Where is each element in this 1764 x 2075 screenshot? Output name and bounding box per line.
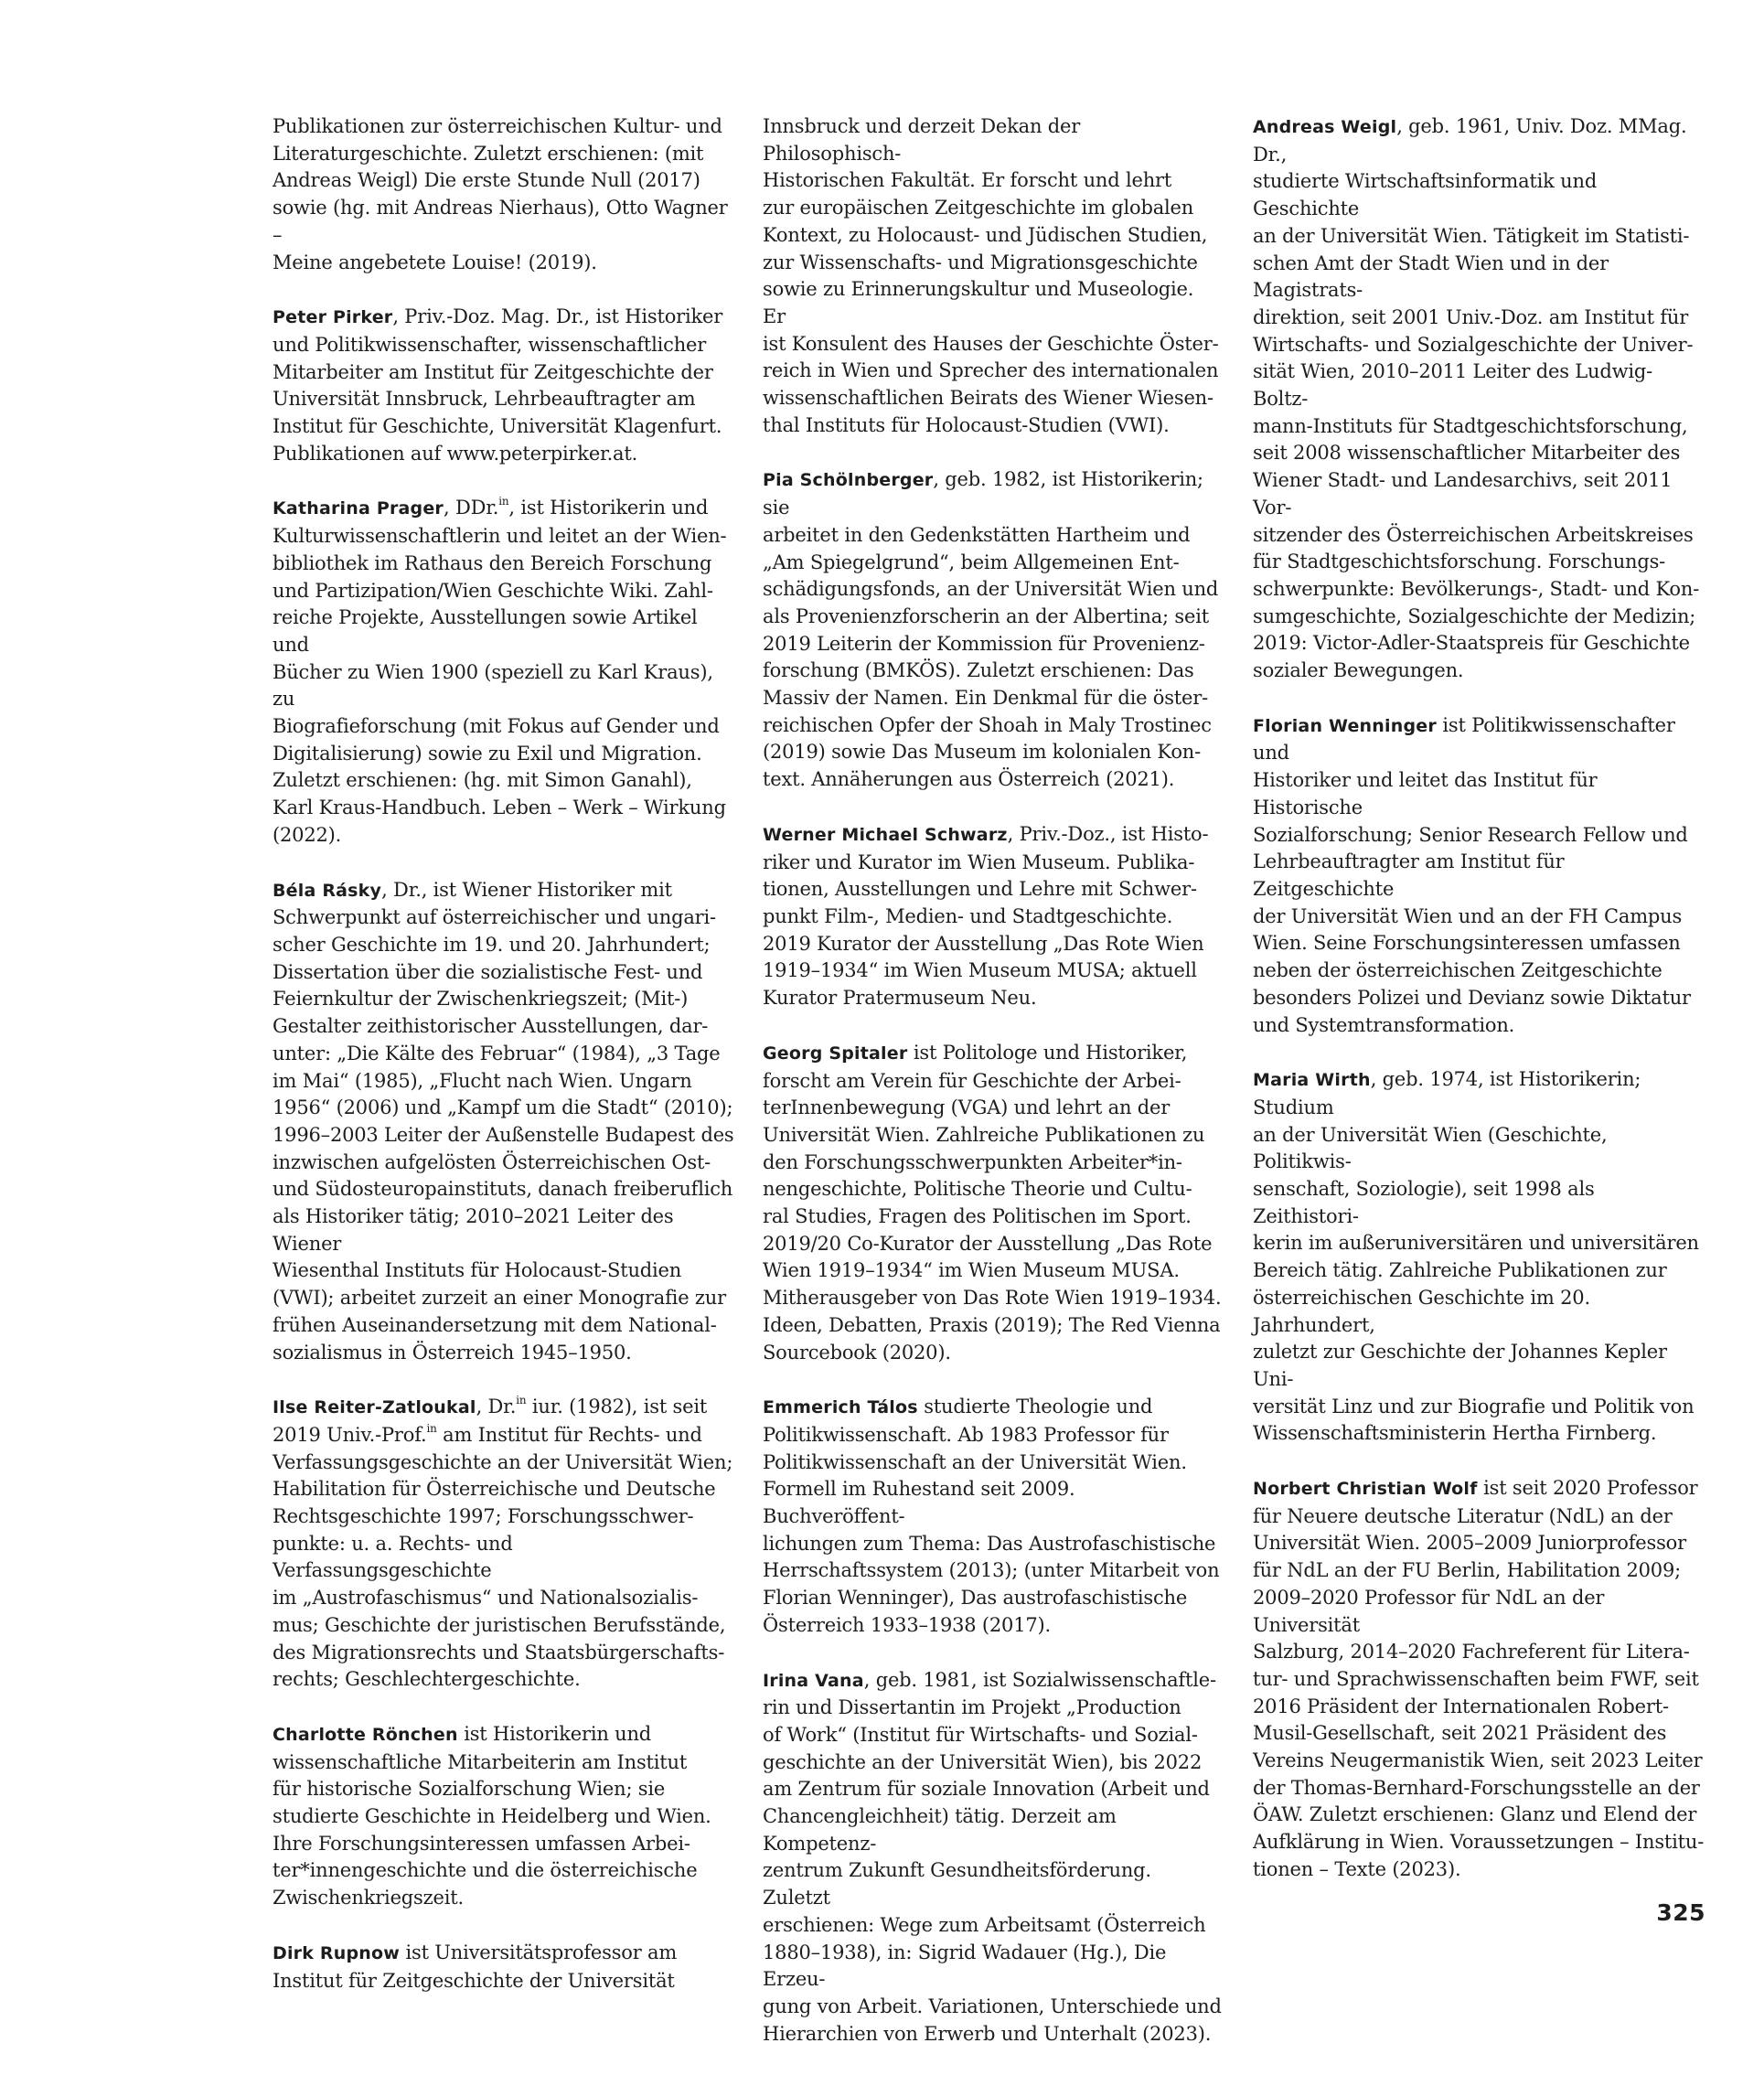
bio-entry-peter-pirker [273, 304, 734, 467]
bio-name: Irina Vana [763, 1670, 864, 1691]
bio-title-suffix: in [426, 1421, 437, 1435]
bio-name: Pia Schölnberger [763, 470, 934, 491]
bio-entry-emmerich-talos [763, 1394, 1222, 1639]
bio-entry-ilse-reiter-zatloukal [273, 1394, 734, 1694]
bio-degree-suffix: in [498, 495, 509, 508]
bio-entry-bela-rasky [273, 877, 734, 1367]
bio-text: , Priv.-Doz., ist Histo- riker und Kurator im Wien Museum. Publika- tionen, Ausstellungen und Lehre mit Schwer- punkt Film-, Medien- und Stadtgeschichte. 2019 Kurator der Ausstellung „Das Rote Wien 1919–1934“ im Wien Museum MUSA; aktuell Kurator Pratermuseum Neu. [763, 822, 1209, 1010]
bio-name: Ilse Reiter-Zatloukal [273, 1397, 476, 1418]
bio-degree-suffix: in [516, 1394, 527, 1407]
bio-entry-pia-scholnberger [763, 466, 1222, 793]
bio-name: Florian Wenninger [1253, 715, 1437, 736]
bio-entry-charlotte-ronchen [273, 1721, 734, 1912]
bio-text: , ist Historikerin und Kulturwissenschaftlerin und leitet an der Wien- bibliothek im Rathaus den Bereich Forschung und Partizipation/Wien Geschichte Wiki. Zahl- reiche Projekte, Ausstellungen sowie Artikel und Bücher zu Wien 1900 (speziell zu Karl Kraus), zu Biografieforschung (mit Fokus auf Gender und Digitalisierung) sowie zu Exil und Migration. Zuletzt erschienen: (hg. mit Simon Ganahl), Karl Kraus-Handbuch. Leben – Werk – Wirkung (2022). [273, 497, 727, 846]
bio-entry-continued [273, 113, 734, 276]
column-3 [1253, 113, 1705, 1911]
bio-text: , geb. 1974, ist Historikerin; Studium an der Universität Wien (Geschichte, Politikwis- senschaft, Soziologie), seit 1998 als Zeithistori- kerin im außeruniversitären und universitären Bereich tätig. Zahlreiche Publikationen zur österreichischen Geschichte im 20. Jahrhundert, zuletzt zur Geschichte der Johannes Kepler Uni- versität Linz und zur Biografie und Politik von Wissenschaftsministerin Hertha Firnberg. [1253, 1068, 1699, 1445]
bio-name: Charlotte Rönchen [273, 1724, 458, 1745]
bio-entry-georg-spitaler [763, 1040, 1222, 1366]
bio-name: Emmerich Tálos [763, 1397, 918, 1418]
bio-name: Peter Pirker [273, 307, 393, 328]
bio-name: Béla Rásky [273, 880, 382, 901]
bio-text: iur. (1982), ist seit [526, 1396, 708, 1418]
bio-text: ist Politologe und Historiker, forscht am Verein für Geschichte der Arbei- terInnenbewegung (VGA) und lehrt an der Universität Wien. Zahlreiche Publikationen zu den Forschungsschwerpunkten Arbeiter*in- nengeschichte, Politische Theorie und Cultu- ral Studies, Fragen des Politischen im Sport. 2019/20 Co-Kurator der Ausstellung „Das Rote Wien 1919–1934“ im Wien Museum MUSA. Mitherausgeber von Das Rote Wien 1919–1934. Ideen, Debatten, Praxis (2019); The Red Vienna Sourcebook (2020). [763, 1041, 1222, 1364]
bio-degree: , DDr. [444, 497, 499, 519]
bio-entry-continued [763, 113, 1222, 439]
column-2 [763, 113, 1222, 2075]
bio-name: Katharina Prager [273, 498, 444, 519]
bio-entry-norbert-christian-wolf [1253, 1475, 1705, 1884]
bio-text: , Priv.-Doz. Mag. Dr., ist Historiker und Politikwissenschafter, wissenschaftlicher Mitarbeiter am Institut für Zeitgeschichte der Universität Innsbruck, Lehrbeauftragter am Institut für Geschichte, Universität Klagenfurt. Publikationen auf www.peterpirker.at. [273, 305, 723, 465]
bio-text: , Dr., ist Wiener Historiker mit Schwerpunkt auf österreichischer und ungari- scher Geschichte im 19. und 20. Jahrhundert; Dissertation über die sozialistische Fest- und Feiernkultur der Zwischenkriegszeit; (Mit-) Gestalter zeithistorischer Ausstellungen, dar- unter: „Die Kälte des Februar“ (1984), „3 Tage im Mai“ (1985), „Flucht nach Wien. Ungarn 1956“ (2006) und „Kampf um die Stadt“ (2010); 1996–2003 Leiter der Außenstelle Budapest des inzwischen aufgelösten Österreichischen Ost- und Südosteuropainstituts, danach freiberuflich als Historiker tätig; 2010–2021 Leiter des Wiener Wiesenthal Instituts für Holocaust-Studien (VWI); arbeitet zurzeit an einer Monografie zur frühen Auseinandersetzung mit dem National- sozialismus in Österreich 1945–1950. [273, 878, 734, 1364]
bio-name: Dirk Rupnow [273, 1942, 400, 1963]
bio-name: Norbert Christian Wolf [1253, 1479, 1478, 1500]
bio-entry-dirk-rupnow [273, 1940, 734, 1995]
bio-text: , geb. 1982, ist Historikerin; sie arbeitet in den Gedenkstätten Hartheim und „Am Spiegelgrund“, beim Allgemeinen Ent- schädigungsfonds, an der Universität Wien und als Provenienzforscherin an der Albertina; seit 2019 Leiterin der Kommission für Provenienz- forschung (BMKÖS). Zuletzt erschienen: Das Massiv der Namen. Ein Denkmal für die öster- reichischen Opfer der Shoah in Maly Trostinec (2019) sowie Das Museum im kolonialen Kon- text. Annäherungen aus Österreich (2021). [763, 468, 1219, 791]
bio-name: Andreas Weigl [1253, 117, 1397, 137]
bio-text: studierte Theologie und Politikwissenschaft. Ab 1983 Professor für Politikwissenschaft an der Universität Wien. Formell im Ruhestand seit 2009. Buchveröffent- lichungen zum Thema: Das Austrofaschistische Herrschaftssystem (2013); (unter Mitarbeit von Florian Wenninger), Das austrofaschistische Österreich 1933–1938 (2017). [763, 1396, 1220, 1636]
bio-text: , geb. 1961, Univ. Doz. MMag. Dr., studierte Wirtschaftsinformatik und Geschichte an der Universität Wien. Tätigkeit im Statisti- schen Amt der Stadt Wien und in der Magistrats- direktion, seit 2001 Univ.-Doz. am Institut für Wirtschafts- und Sozialgeschichte der Univer- sität Wien, 2010–2011 Leiter des Ludwig-Boltz- mann-Instituts für Stadtgeschichtsforschung, seit 2008 wissenschaftlicher Mitarbeiter des Wiener Stadt- und Landesarchivs, seit 2011 Vor- sitzender des Österreichischen Arbeitskreises für Stadtgeschichtsforschung. Forschungs- schwerpunkte: Bevölkerungs-, Stadt- und Kon- sumgeschichte, Sozialgeschichte der Medizin; 2019: Victor-Adler-Staatspreis für Geschichte sozialer Bewegungen. [1253, 115, 1700, 682]
bio-title: 2019 Univ.-Prof. [273, 1423, 427, 1446]
bio-entry-irina-vana [763, 1667, 1222, 2048]
bio-degree: , Dr. [476, 1396, 517, 1418]
bio-text: ist Universitätsprofessor am Institut für Zeitgeschichte der Universität [273, 1941, 678, 1992]
bio-text: ist seit 2020 Professor für Neuere deutsche Literatur (NdL) an der Universität Wien. 2005–2009 Juniorprofessor für NdL an der FU Berlin, Habilitation 2009; 2009–2020 Professor für NdL an der Universität Salzburg, 2014–2020 Fachreferent für Litera- tur- und Sprachwissenschaften beim FWF, seit 2016 Präsident der Internationalen Robert- Musil-Gesellschaft, seit 2021 Präsident des Vereins Neugermanistik Wien, seit 2023 Leiter der Thomas-Bernhard-Forschungsstelle an der ÖAW. Zuletzt erschienen: Glanz und Elend der Aufklärung in Wien. Voraussetzungen – Institu- tionen – Texte (2023). [1253, 1477, 1705, 1880]
bio-name: Werner Michael Schwarz [763, 824, 1008, 845]
bio-entry-maria-wirth [1253, 1066, 1705, 1448]
column-1 [273, 113, 734, 2022]
bio-text: ist Politikwissenschafter und Historiker und leitet das Institut für Historische Sozialforschung; Senior Research Fellow und Lehrbeauftragter am Institut für Zeitgeschichte der Universität Wien und an der FH Campus Wien. Seine Forschungsinteressen umfassen neben der österreichischen Zeitgeschichte besonders Polizei und Devianz sowie Diktatur und Systemtransformation. [1253, 713, 1691, 1036]
bio-name: Georg Spitaler [763, 1043, 908, 1064]
page-number: 325 [1656, 1899, 1705, 1926]
bio-text: Innsbruck und derzeit Dekan der Philosophisch- Historischen Fakultät. Er forscht und lehrt zur europäischen Zeitgeschichte im globalen Kontext, zu Holocaust- und Jüdischen Studien, zur Wissenschafts- und Migrationsgeschichte sowie zu Erinnerungskultur und Museologie. Er ist Konsulent des Hauses der Geschichte Öster- reich in Wien und Sprecher des internationalen wissenschaftlichen Beirats des Wiener Wiesen- thal Instituts für Holocaust-Studien (VWI). [763, 115, 1219, 436]
bio-text: ist Historikerin und wissenschaftliche Mitarbeiterin am Institut für historische Sozialforschung Wien; sie studierte Geschichte in Heidelberg und Wien. Ihre Forschungsinteressen umfassen Arbei- ter*innengeschichte und die österreichische Zwischenkriegszeit. [273, 1722, 711, 1909]
bio-entry-katharina-prager [273, 495, 734, 849]
bio-name: Maria Wirth [1253, 1070, 1371, 1091]
bio-text-rest: am Institut für Rechts- und Verfassungsgeschichte an der Universität Wien; Habilitation für Österreichische und Deutsche Rechtsgeschichte 1997; Forschungsschwer- punkte: u. a. Rechts- und Verfassungsgeschichte im „Austrofaschismus“ und Nationalsozialis- mus; Geschichte der juristischen Berufsstände, des Migrationsrechts und Staatsbürgerschafts- rechts; Geschlechtergeschichte. [273, 1423, 733, 1691]
bio-text: , geb. 1981, ist Sozialwissenschaftle- rin und Dissertantin im Projekt „Production of Work“ (Institut für Wirtschafts- und Sozial- geschichte an der Universität Wien), bis 2022 am Zentrum für soziale Innovation (Arbeit und Chancengleichheit) tätig. Derzeit am Kompetenz- zentrum Zukunft Gesundheitsförderung. Zuletzt erschienen: Wege zum Arbeitsamt (Österreich 1880–1938), in: Sigrid Wadauer (Hg.), Die Erzeu- gung von Arbeit. Variationen, Unterschiede und Hierarchien von Erwerb und Unterhalt (2023). [763, 1668, 1222, 2045]
bio-entry-werner-michael-schwarz [763, 821, 1222, 1012]
bio-text: Publikationen zur österreichischen Kultur- und Literaturgeschichte. Zuletzt erschienen: (mit Andreas Weigl) Die erste Stunde Null (2017) sowie (hg. mit Andreas Nierhaus), Otto Wagner – Meine angebetete Louise! (2019). [273, 115, 728, 273]
bio-entry-florian-wenninger [1253, 712, 1705, 1039]
bio-entry-andreas-weigl [1253, 113, 1705, 685]
